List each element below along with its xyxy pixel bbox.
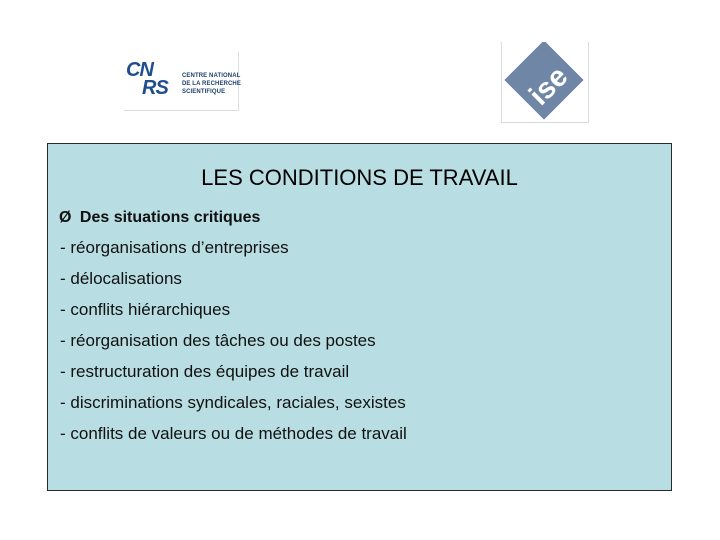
cnrs-logo-text xyxy=(182,72,241,96)
subheading-text: Des situations critiques xyxy=(79,209,261,226)
list-item: - conflits de valeurs ou de méthodes de travail xyxy=(60,424,407,443)
ise-logo-text: ise xyxy=(523,60,575,112)
cnrs-logo-mark xyxy=(126,60,176,102)
list-item: - conflits hiérarchiques xyxy=(60,300,231,319)
cnrs-mark-bottom: RS xyxy=(142,77,168,99)
list-item: - discriminations syndicales, raciales, sexistes xyxy=(60,393,406,412)
cnrs-mark-top: CN xyxy=(126,59,153,81)
arrow-bullet-icon: Ø xyxy=(59,209,72,226)
slide-title: LES CONDITIONS DE TRAVAIL xyxy=(201,165,518,190)
list-item: - réorganisation des tâches ou des postes xyxy=(60,331,376,350)
cnrs-line-3: SCIENTIFIQUE xyxy=(182,89,226,95)
bullet-list xyxy=(60,232,660,449)
cnrs-line-1: CENTRE NATIONAL xyxy=(182,73,241,79)
cnrs-logo xyxy=(124,52,239,111)
ise-logo xyxy=(501,42,589,123)
list-item: - délocalisations xyxy=(60,269,182,288)
list-item: - restructuration des équipes de travail xyxy=(60,362,350,381)
slide-subheading xyxy=(59,209,260,227)
cnrs-line-2: DE LA RECHERCHE xyxy=(182,81,241,87)
slide-content-box xyxy=(47,143,672,491)
list-item: - réorganisations d’entreprises xyxy=(60,238,289,257)
